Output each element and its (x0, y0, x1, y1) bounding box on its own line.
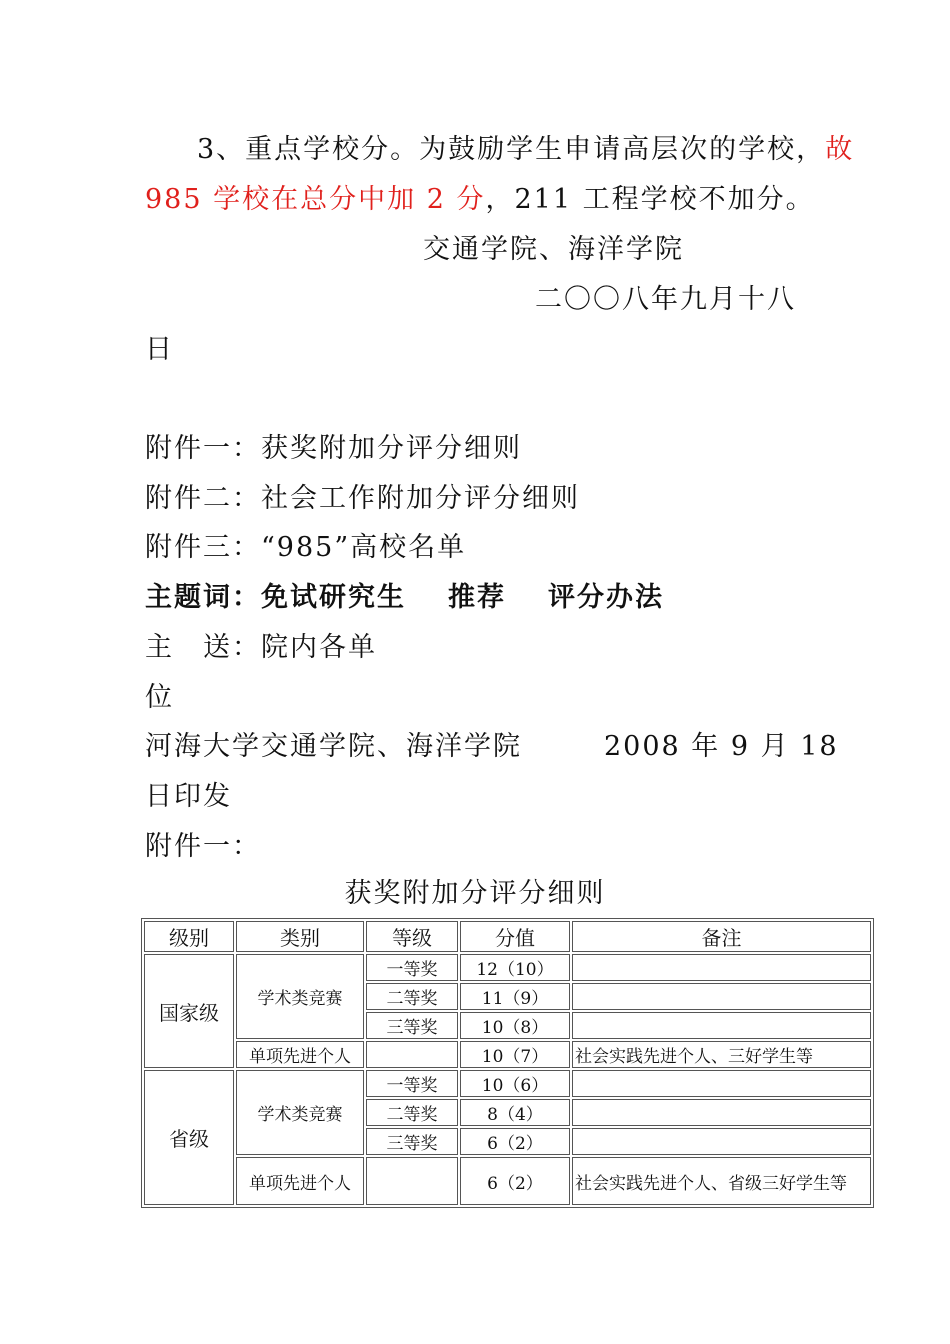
issuer-date-cont: 日印发 (145, 781, 232, 812)
score-cell: 10（8） (460, 1012, 570, 1039)
table-row (144, 1041, 871, 1068)
keywords-label: 主题词：免试研究生 (145, 582, 406, 613)
score-cell: 12（10） (460, 954, 570, 981)
table-row (144, 954, 871, 981)
grade-cell: 二等奖 (366, 1099, 458, 1126)
keyword-3: 评分办法 (548, 582, 664, 613)
attachment-item-1: 附件一：获奖附加分评分细则 (145, 433, 522, 464)
para3-line2-text: ，211 工程学校不加分。 (485, 184, 815, 215)
score-cell: 8（4） (460, 1099, 570, 1126)
awards-table (141, 918, 874, 1208)
score-cell: 10（6） (460, 1070, 570, 1097)
signature-date: 二〇〇八年九月十八 (535, 284, 796, 315)
issuer-org: 河海大学交通学院、海洋学院 (145, 731, 522, 762)
issuer-date: 2008 年 9 月 18 (604, 731, 839, 762)
grade-cell: 三等奖 (366, 1128, 458, 1155)
category-cell: 单项先进个人 (236, 1157, 364, 1205)
para3-line1-text: 3、重点学校分。为鼓励学生申请高层次的学校， (197, 134, 826, 165)
table-row (144, 1070, 871, 1097)
para3-line1 (197, 132, 854, 168)
grade-cell (366, 1157, 458, 1205)
note-cell (572, 1128, 871, 1155)
send-line2: 位 (145, 682, 174, 713)
note-cell (572, 1012, 871, 1039)
grade-cell: 二等奖 (366, 983, 458, 1010)
signature-date-cont: 日 (145, 334, 174, 365)
level-national: 国家级 (144, 954, 234, 1068)
level-provincial: 省级 (144, 1070, 234, 1205)
table-title: 获奖附加分评分细则 (344, 878, 606, 909)
table-row (144, 1157, 871, 1205)
para3-line2-highlight: 985 学校在总分中加 2 分 (145, 184, 486, 215)
attachment-item-2: 附件二：社会工作附加分评分细则 (145, 483, 580, 514)
category-cell: 单项先进个人 (236, 1041, 364, 1068)
note-cell (572, 1070, 871, 1097)
header-note: 备注 (572, 921, 871, 952)
attachment-item-3: 附件三：“985”高校名单 (145, 532, 467, 563)
attachment1-label: 附件一： (145, 831, 261, 862)
table-header-row (144, 921, 871, 952)
grade-cell (366, 1041, 458, 1068)
signature-org: 交通学院、海洋学院 (423, 234, 684, 265)
score-cell: 11（9） (460, 983, 570, 1010)
para3-line1-highlight: 故 (825, 134, 855, 165)
note-cell: 社会实践先进个人、三好学生等 (572, 1041, 871, 1068)
category-cell: 学术类竞赛 (236, 954, 364, 1039)
grade-cell: 一等奖 (366, 954, 458, 981)
category-cell: 学术类竞赛 (236, 1070, 364, 1155)
keyword-2: 推荐 (448, 582, 506, 613)
note-cell (572, 1099, 871, 1126)
header-level: 级别 (144, 921, 234, 952)
grade-cell: 三等奖 (366, 1012, 458, 1039)
keywords-line (145, 580, 664, 616)
note-cell (572, 954, 871, 981)
header-category: 类别 (236, 921, 364, 952)
header-score: 分值 (460, 921, 570, 952)
grade-cell: 一等奖 (366, 1070, 458, 1097)
header-grade: 等级 (366, 921, 458, 952)
para3-line2 (145, 182, 815, 218)
score-cell: 6（2） (460, 1157, 570, 1205)
note-cell (572, 983, 871, 1010)
score-cell: 6（2） (460, 1128, 570, 1155)
score-cell: 10（7） (460, 1041, 570, 1068)
note-cell: 社会实践先进个人、省级三好学生等 (572, 1157, 871, 1205)
send-line1: 主 送：院内各单 (145, 632, 377, 663)
